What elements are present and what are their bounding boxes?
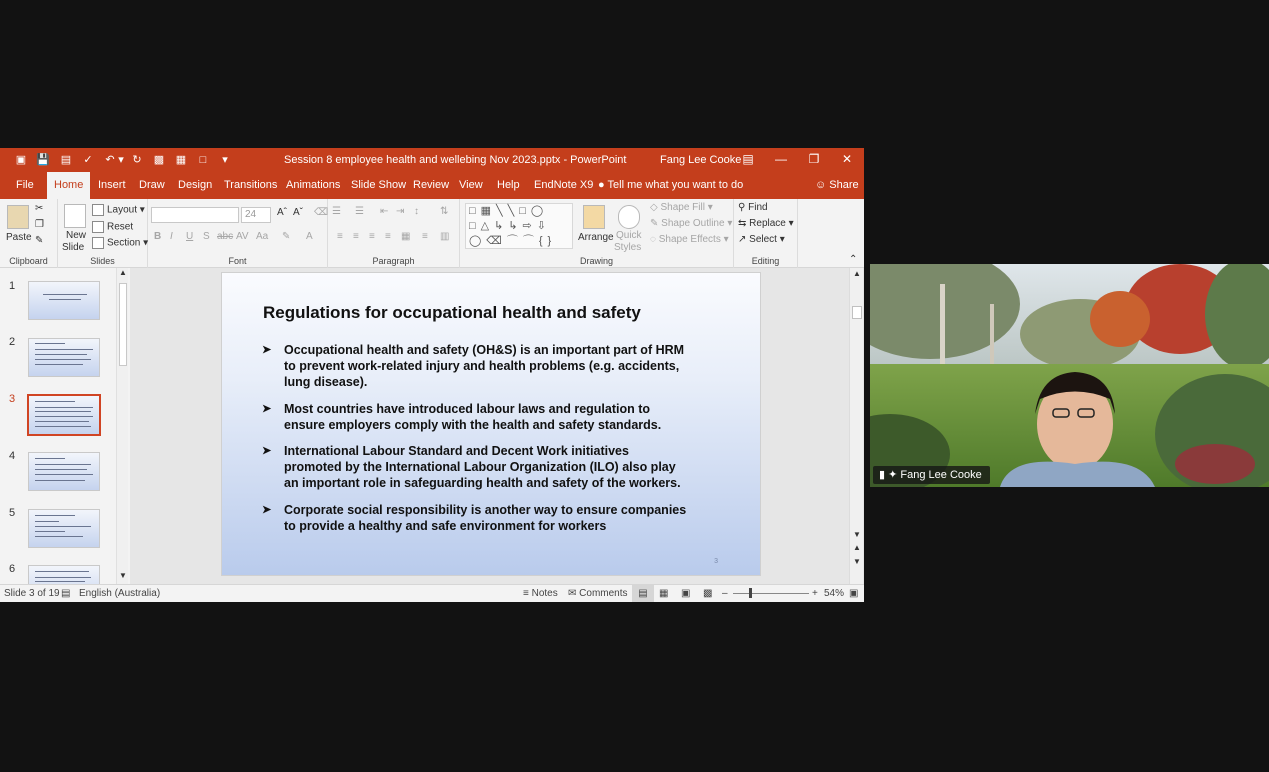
align-text-icon[interactable]: ≡ — [422, 231, 428, 242]
powerpoint-window — [0, 148, 864, 602]
zoom-level[interactable]: 54% — [824, 588, 845, 599]
slide-thumbnail-1[interactable] — [28, 281, 100, 320]
change-case-icon[interactable]: Aa — [256, 231, 269, 242]
arrange-button[interactable]: Arrange — [578, 232, 614, 243]
clipboard-group — [0, 199, 58, 268]
tab-insert[interactable]: Insert — [98, 179, 126, 191]
pin-icon[interactable]: ✦ — [888, 469, 898, 481]
thumb-line — [35, 531, 65, 532]
title-bar — [0, 148, 864, 172]
align-center-icon[interactable]: ≡ — [353, 231, 359, 242]
cut-icon[interactable]: ✂ — [35, 203, 44, 214]
thumb-line — [35, 581, 85, 582]
restore-icon[interactable]: ❐ — [808, 152, 820, 166]
scroll-up-icon[interactable]: ▲ — [853, 269, 861, 278]
thumbnails-scrollbar[interactable] — [116, 268, 128, 584]
thumb-line — [35, 526, 91, 527]
tab-file[interactable]: File — [16, 179, 34, 191]
section-button[interactable]: Section ▾ — [92, 237, 148, 249]
thumb-number: 2 — [9, 336, 16, 348]
collapse-ribbon-icon[interactable]: ⌃ — [849, 254, 858, 265]
find-button[interactable]: ⚲ Find — [738, 202, 768, 213]
participant-name: Fang Lee Cooke — [900, 469, 982, 481]
notes-button[interactable]: ≡ Notes — [523, 588, 558, 599]
slide-thumbnail-2[interactable] — [28, 338, 100, 377]
comments-button[interactable]: ✉ Comments — [568, 588, 628, 599]
reading-view-icon[interactable]: ▣ — [681, 588, 691, 599]
section-icon — [92, 237, 104, 249]
zoom-out-icon[interactable]: – — [722, 588, 728, 599]
align-left-icon[interactable]: ≡ — [337, 231, 343, 242]
thumb-line — [35, 515, 75, 516]
select-button[interactable]: ↗ Select ▾ — [738, 234, 785, 245]
normal-view-icon[interactable]: ▤ — [632, 585, 654, 602]
status-bar — [0, 584, 864, 602]
line-spacing-icon[interactable]: ↕ — [414, 206, 419, 217]
ribbon — [0, 199, 864, 268]
decrease-indent-icon[interactable]: ⇤ — [380, 206, 389, 217]
undo-icon[interactable]: ↶ — [105, 154, 115, 166]
editing-group — [734, 199, 798, 268]
new-slide-label-1[interactable]: New — [66, 230, 87, 241]
thumb-number: 1 — [9, 280, 16, 292]
customize-toolbar-icon[interactable]: ▾ — [222, 154, 228, 166]
thumb-number: 6 — [9, 563, 16, 575]
slide-title[interactable]: Regulations for occupational health and safety — [263, 303, 641, 322]
language-status[interactable]: English (Australia) — [79, 588, 161, 599]
slides-group — [58, 199, 148, 268]
next-slide-icon[interactable]: ▼ — [853, 557, 861, 566]
slide-counter: Slide 3 of 19 — [4, 588, 60, 599]
drawing-label: Drawing — [579, 256, 613, 266]
ribbon-display-options-icon[interactable]: ▤ — [742, 152, 754, 166]
bullet-text: Occupational health and safety (OH&S) is an important part of HRM to prevent work-related injury and health problems (e.g. accidents, lung disease). — [284, 343, 685, 389]
signal-icon: ▮ — [879, 469, 886, 481]
thumb-line — [35, 421, 89, 422]
arrow-bullet-icon: ➤ — [262, 403, 272, 415]
scroll-down-icon[interactable]: ▼ — [119, 571, 127, 580]
quick-styles-label-1[interactable]: Quick — [616, 230, 642, 241]
font-group — [148, 199, 328, 268]
smartart-icon[interactable]: ▥ — [440, 231, 450, 242]
thumb-line — [49, 299, 81, 300]
ribbon-tabs — [0, 172, 864, 199]
italic-icon[interactable]: I — [170, 231, 173, 242]
print-preview-icon[interactable]: ▤ — [60, 154, 72, 166]
tab-slide-show[interactable]: Slide Show — [351, 179, 407, 191]
spell-check-icon[interactable]: ✓ — [83, 154, 93, 166]
thumb-line — [35, 458, 65, 459]
tab-view[interactable]: View — [459, 179, 483, 191]
thumb-line — [35, 469, 87, 470]
tab-review[interactable]: Review — [413, 179, 450, 191]
thumb-line — [35, 343, 65, 344]
thumb-line — [35, 354, 87, 355]
scroll-down-icon[interactable]: ▼ — [853, 530, 861, 539]
thumb-line — [35, 416, 93, 417]
share-button[interactable]: ☺ Share — [815, 179, 859, 191]
zoom-slider[interactable] — [733, 593, 809, 594]
slideshow-view-icon[interactable]: ▩ — [703, 588, 713, 599]
bullets-icon[interactable]: ☰ — [332, 206, 341, 217]
tab-endnote[interactable]: EndNote X9 — [534, 179, 594, 191]
tab-help[interactable]: Help — [497, 179, 520, 191]
magnifier-icon: ⚲ — [738, 202, 746, 213]
thumbnails-scroll-thumb[interactable] — [119, 283, 127, 366]
thumb-line — [35, 536, 83, 537]
decrease-font-icon[interactable]: Aˇ — [293, 207, 303, 218]
close-icon[interactable]: ✕ — [841, 152, 853, 166]
thumb-line — [35, 411, 91, 412]
thumb-line — [43, 294, 87, 295]
slide-scrollbar[interactable] — [849, 268, 863, 584]
bullet-text: International Labour Standard and Decent Work initiatives promoted by the International Labour Organization (ILO) also play an important role in safeguarding health and safety of the workers. — [284, 444, 681, 490]
align-right-icon[interactable]: ≡ — [369, 231, 375, 242]
lightbulb-icon: ● — [598, 179, 605, 191]
slides-label: Slides — [90, 256, 115, 266]
signed-in-user[interactable]: Fang Lee Cooke — [660, 154, 742, 166]
arrange-icon[interactable] — [583, 205, 605, 229]
underline-icon[interactable]: U — [186, 231, 194, 242]
thumb-line — [35, 401, 75, 402]
thumb-number: 4 — [9, 450, 16, 462]
undo-dropdown-icon[interactable]: ▾ — [118, 154, 124, 166]
save-icon[interactable]: 💾 — [36, 154, 50, 166]
increase-font-icon[interactable]: Aˆ — [277, 207, 287, 218]
zoom-slider-handle[interactable] — [749, 588, 752, 598]
slide-thumbnail-5[interactable] — [28, 509, 100, 548]
layout-icon — [92, 204, 104, 216]
font-name-field[interactable] — [151, 207, 239, 223]
previous-slide-icon[interactable]: ▲ — [853, 543, 861, 552]
workspace — [0, 268, 864, 584]
autosave-icon[interactable]: ▣ — [15, 154, 27, 166]
arrow-bullet-icon: ➤ — [262, 344, 272, 356]
paste-icon[interactable] — [7, 205, 29, 229]
thumb-line — [35, 571, 89, 572]
thumb-line — [35, 577, 91, 578]
clear-formatting-icon[interactable]: ⌫ — [314, 207, 329, 218]
bullet-text: Corporate social responsibility is another way to ensure companies to provide a healthy and safe environment for workers — [284, 503, 687, 533]
thumb-line — [35, 464, 91, 465]
editing-label: Editing — [751, 256, 780, 266]
tab-transitions[interactable]: Transitions — [224, 179, 278, 191]
increase-indent-icon[interactable]: ⇥ — [396, 206, 405, 217]
cursor-icon: ↗ — [738, 234, 747, 245]
redo-icon[interactable]: ↻ — [132, 154, 142, 166]
new-file-icon[interactable]: □ — [199, 154, 207, 166]
format-painter-icon[interactable]: ✎ — [35, 235, 44, 246]
paste-button[interactable]: Paste — [6, 232, 32, 243]
thumb-number: 5 — [9, 507, 16, 519]
shape-fill-button[interactable]: ◇ Shape Fill ▾ — [650, 202, 713, 213]
participant-name-badge — [873, 466, 990, 484]
person-icon: ☺ — [815, 179, 827, 191]
slide-thumbnail-3[interactable] — [27, 394, 101, 436]
tell-me-search[interactable]: ● Tell me what you want to do — [598, 179, 744, 191]
thumb-line — [35, 364, 83, 365]
slide-sorter-icon[interactable]: ▦ — [659, 588, 669, 599]
shape-outline-button[interactable]: ✎ Shape Outline ▾ — [650, 218, 733, 229]
font-label: Font — [228, 256, 247, 266]
paragraph-label: Paragraph — [372, 256, 415, 266]
bullet-text: Most countries have introduced labour laws and regulation to ensure employers comply with the health and safety standards. — [284, 402, 662, 432]
text-shadow-icon[interactable]: S — [203, 231, 210, 242]
character-spacing-icon[interactable]: AV — [236, 231, 249, 242]
quick-styles-label-2[interactable]: Styles — [614, 242, 642, 253]
camera-icon[interactable]: ▩ — [153, 154, 165, 166]
columns-icon[interactable]: ▦ — [401, 231, 411, 242]
paragraph-group — [328, 199, 460, 268]
thumb-line — [35, 359, 91, 360]
slide-thumbnail-6[interactable] — [28, 565, 100, 584]
reset-icon — [92, 221, 104, 233]
justify-icon[interactable]: ≡ — [385, 231, 391, 242]
new-slide-icon[interactable] — [64, 204, 86, 228]
font-color-icon[interactable]: A — [306, 231, 313, 242]
copy-icon[interactable]: ❐ — [35, 219, 44, 230]
zoom-in-icon[interactable]: + — [812, 588, 818, 599]
open-folder-icon[interactable]: ▦ — [175, 154, 187, 166]
slide-thumbnails-pane — [0, 268, 130, 584]
reset-button[interactable]: Reset — [92, 221, 133, 233]
accessibility-icon[interactable]: ▤ — [61, 588, 71, 599]
replace-icon: ⇆ — [738, 218, 747, 229]
window-title: Session 8 employee health and wellebing Nov 2023.pptx - PowerPoint — [284, 154, 627, 166]
thumb-line — [35, 349, 93, 350]
tab-draw[interactable]: Draw — [139, 179, 165, 191]
fit-to-window-icon[interactable]: ▣ — [849, 588, 859, 599]
thumb-line — [35, 521, 59, 522]
minimize-icon[interactable]: — — [775, 152, 787, 166]
highlight-icon[interactable]: ✎ — [282, 231, 291, 242]
quick-styles-icon[interactable] — [618, 205, 640, 229]
thumb-line — [35, 426, 91, 427]
thumb-number: 3 — [9, 393, 16, 405]
tab-home[interactable]: Home — [47, 172, 90, 199]
slide-thumbnail-4[interactable] — [28, 452, 100, 491]
replace-button[interactable]: ⇆ Replace ▾ — [738, 218, 794, 229]
font-size-field[interactable]: 24 — [241, 207, 271, 223]
shapes-gallery[interactable]: □▦╲╲□◯ □△↳↳⇨⇩ ◯⌫⌒⌒{} — [465, 203, 573, 249]
participant-video — [870, 264, 1269, 487]
tab-animations[interactable]: Animations — [286, 179, 341, 191]
thumb-line — [35, 480, 85, 481]
slide-scroll-thumb[interactable] — [852, 306, 862, 319]
thumb-line — [35, 407, 93, 408]
scroll-up-icon[interactable]: ▲ — [119, 268, 127, 277]
drawing-group — [460, 199, 734, 268]
tab-design[interactable]: Design — [178, 179, 213, 191]
shape-effects-button[interactable]: ◌ Shape Effects ▾ — [650, 234, 729, 245]
thumb-line — [35, 474, 93, 475]
strikethrough-icon[interactable]: abc — [217, 231, 234, 242]
numbering-icon[interactable]: ☰ — [355, 206, 364, 217]
layout-button[interactable]: Layout ▾ — [92, 204, 145, 216]
slide-canvas[interactable] — [221, 272, 761, 576]
new-slide-label-2[interactable]: Slide — [62, 242, 85, 253]
arrow-bullet-icon: ➤ — [262, 504, 272, 516]
video-feed-image — [870, 264, 1269, 487]
arrow-bullet-icon: ➤ — [262, 445, 272, 457]
bold-icon[interactable]: B — [154, 231, 162, 242]
clipboard-label: Clipboard — [9, 256, 48, 266]
slide-number: 3 — [714, 558, 718, 565]
text-direction-icon[interactable]: ⇅ — [440, 206, 449, 217]
